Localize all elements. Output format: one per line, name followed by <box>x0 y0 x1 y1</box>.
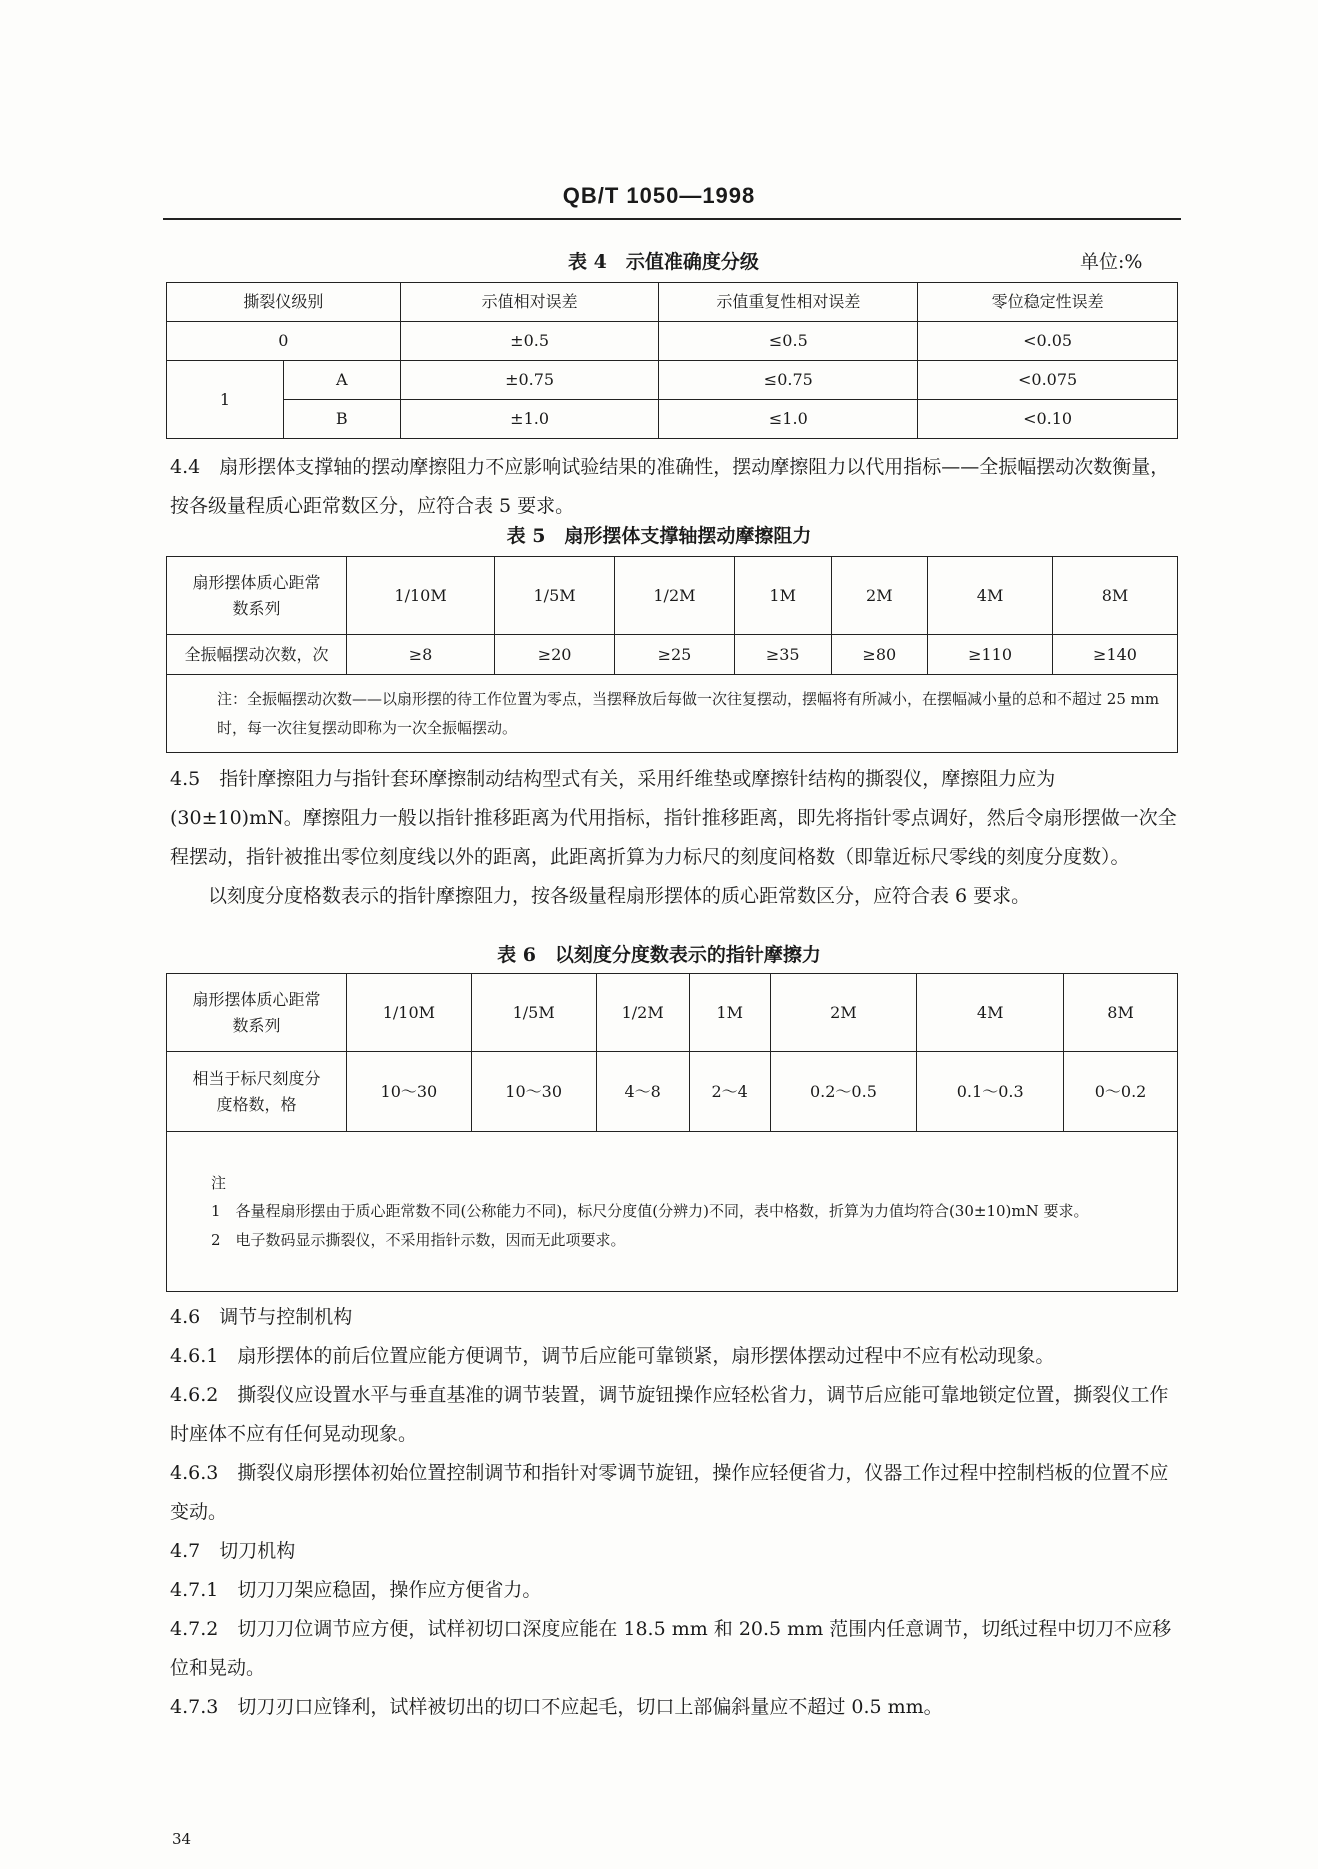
table-row <box>167 361 1178 400</box>
table6-note-row <box>167 1132 1178 1292</box>
table4-rel-cell: ±0.5 <box>400 322 659 361</box>
table6-note-2: 2 电子数码显示撕裂仪，不采用指针示数，因而无此项要求。 <box>211 1230 626 1249</box>
table4-sub-cell: A <box>283 361 400 400</box>
table6-value-cell: 0.1～0.3 <box>917 1052 1064 1132</box>
table6 <box>166 973 1178 1292</box>
table6-column-row <box>167 974 1178 1052</box>
table5-value-cell: ≥35 <box>734 635 831 675</box>
table5-value-cell: ≥8 <box>347 635 495 675</box>
table5-column-header: 1M <box>734 557 831 635</box>
table5-column-header: 2M <box>831 557 928 635</box>
table6-value-cell: 2～4 <box>689 1052 770 1132</box>
table4-rel-cell: ±1.0 <box>400 400 659 439</box>
table-row <box>167 635 1178 675</box>
sections-4-6-4-7 <box>170 1298 1180 1727</box>
table4-rep-cell: ≤0.75 <box>659 361 918 400</box>
table4 <box>166 282 1178 439</box>
table4-header-rel: 示值相对误差 <box>400 283 659 322</box>
table5-note-row <box>167 675 1178 753</box>
table6-note <box>167 1132 1178 1292</box>
table4-unit: 单位:% <box>1080 251 1143 273</box>
section-4-5-p2: 以刻度分度格数表示的指针摩擦阻力，按各级量程扇形摆体的质心距常数区分，应符合表 6 要求。 <box>208 885 1031 907</box>
table5-column-header: 1/5M <box>495 557 615 635</box>
table6-column-header: 2M <box>770 974 917 1052</box>
page-number: 34 <box>172 1830 192 1848</box>
section-4-4 <box>170 448 1180 526</box>
table5-column-header: 4M <box>928 557 1053 635</box>
table4-grade-cell: 1 <box>167 361 284 439</box>
table6-value-cell: 0～0.2 <box>1064 1052 1178 1132</box>
table4-header-row <box>167 283 1178 322</box>
table5 <box>166 556 1178 753</box>
table6-row-header: 扇形摆体质心距常数系列 <box>167 974 347 1052</box>
table4-header-grade: 撕裂仪级别 <box>167 283 401 322</box>
standard-code: QB/T 1050—1998 <box>562 183 756 208</box>
table6-value-cell: 4～8 <box>596 1052 689 1132</box>
table6-column-header: 4M <box>917 974 1064 1052</box>
table6-value-cell: 10～30 <box>471 1052 596 1132</box>
section-4-5-p1: 4.5 指针摩擦阻力与指针套环摩擦制动结构型式有关，采用纤维垫或摩擦针结构的撕裂仪，摩擦阻力应为(30±10)mN。摩擦阻力一般以指针推移距离为代用指标，指针推移距离，即先将指针零点调好，然后令扇形摆做一次全程摆动，指针被推出零位刻度线以外的距离，此距离折算为力标尺的刻度间格数（即靠近标尺零线的刻度分度数）。 <box>170 768 1177 868</box>
table4-header-zero: 零位稳定性误差 <box>918 283 1178 322</box>
table4-sub-cell: B <box>283 400 400 439</box>
table6-column-header: 1M <box>689 974 770 1052</box>
table5-value-cell: ≥110 <box>928 635 1053 675</box>
table-row <box>167 322 1178 361</box>
table4-rep-cell: ≤0.5 <box>659 322 918 361</box>
table6-value-cell: 0.2～0.5 <box>770 1052 917 1132</box>
section-4-7-3: 4.7.3 切刀刃口应锋利，试样被切出的切口不应起毛，切口上部偏斜量应不超过 0.5 mm。 <box>170 1696 943 1718</box>
section-4-6-2: 4.6.2 撕裂仪应设置水平与垂直基准的调节装置，调节旋钮操作应轻松省力，调节后应能可靠地锁定位置，撕裂仪工作时座体不应有任何晃动现象。 <box>170 1384 1169 1445</box>
table5-value-cell: ≥140 <box>1053 635 1178 675</box>
table5-row-header: 扇形摆体质心距常数系列 <box>167 557 347 635</box>
header-rule <box>163 218 1181 220</box>
table4-zero-cell: <0.05 <box>918 322 1178 361</box>
table6-caption: 表 6 以刻度分度数表示的指针摩擦力 <box>497 944 821 966</box>
section-4-7-title: 4.7 切刀机构 <box>170 1540 296 1562</box>
table6-row-header: 相当于标尺刻度分度格数，格 <box>167 1052 347 1132</box>
table5-column-header: 8M <box>1053 557 1178 635</box>
table5-row-header: 全振幅摆动次数，次 <box>167 635 347 675</box>
table5-column-header: 1/2M <box>615 557 735 635</box>
table5-column-header: 1/10M <box>347 557 495 635</box>
section-4-6-3: 4.6.3 撕裂仪扇形摆体初始位置控制调节和指针对零调节旋钮，操作应轻便省力，仪器工作过程中控制档板的位置不应变动。 <box>170 1462 1169 1523</box>
table5-caption: 表 5 扇形摆体支撑轴摆动摩擦阻力 <box>506 525 812 547</box>
table6-column-header: 1/5M <box>471 974 596 1052</box>
table4-zero-cell: <0.10 <box>918 400 1178 439</box>
table4-rel-cell: ±0.75 <box>400 361 659 400</box>
table6-column-header: 8M <box>1064 974 1178 1052</box>
table6-column-header: 1/2M <box>596 974 689 1052</box>
table-row <box>167 400 1178 439</box>
table-row <box>167 1052 1178 1132</box>
table5-value-cell: ≥25 <box>615 635 735 675</box>
table4-rep-cell: ≤1.0 <box>659 400 918 439</box>
table5-note: 注：全振幅摆动次数——以扇形摆的待工作位置为零点，当摆释放后每做一次往复摆动，摆幅将有所减小，在摆幅减小量的总和不超过 25 mm 时，每一次往复摆动即称为一次全振幅摆动。 <box>167 675 1178 753</box>
table6-note-1: 1 各量程扇形摆由于质心距常数不同(公称能力不同)，标尺分度值(分辨力)不同，表中格数，折算为力值均符合(30±10)mN 要求。 <box>211 1202 1089 1221</box>
section-4-5 <box>170 760 1180 916</box>
table4-header-rep: 示值重复性相对误差 <box>659 283 918 322</box>
table4-zero-cell: <0.075 <box>918 361 1178 400</box>
section-4-6-title: 4.6 调节与控制机构 <box>170 1306 353 1328</box>
table6-column-header: 1/10M <box>347 974 472 1052</box>
table4-caption: 表 4 示值准确度分级 <box>568 251 759 273</box>
table5-column-row <box>167 557 1178 635</box>
table6-note-title: 注 <box>211 1173 227 1192</box>
section-4-4-text: 4.4 扇形摆体支撑轴的摆动摩擦阻力不应影响试验结果的准确性，摆动摩擦阻力以代用指标——全振幅摆动次数衡量，按各级量程质心距常数区分，应符合表 5 要求。 <box>170 456 1170 517</box>
table6-value-cell: 10～30 <box>347 1052 472 1132</box>
section-4-7-2: 4.7.2 切刀刀位调节应方便，试样初切口深度应能在 18.5 mm 和 20.5 mm 范围内任意调节，切纸过程中切刀不应移位和晃动。 <box>170 1618 1172 1679</box>
table5-value-cell: ≥20 <box>495 635 615 675</box>
table5-value-cell: ≥80 <box>831 635 928 675</box>
section-4-7-1: 4.7.1 切刀刀架应稳固，操作应方便省力。 <box>170 1579 542 1601</box>
section-4-6-1: 4.6.1 扇形摆体的前后位置应能方便调节，调节后应能可靠锁紧，扇形摆体摆动过程中不应有松动现象。 <box>170 1345 1055 1367</box>
table4-grade-cell: 0 <box>167 322 401 361</box>
